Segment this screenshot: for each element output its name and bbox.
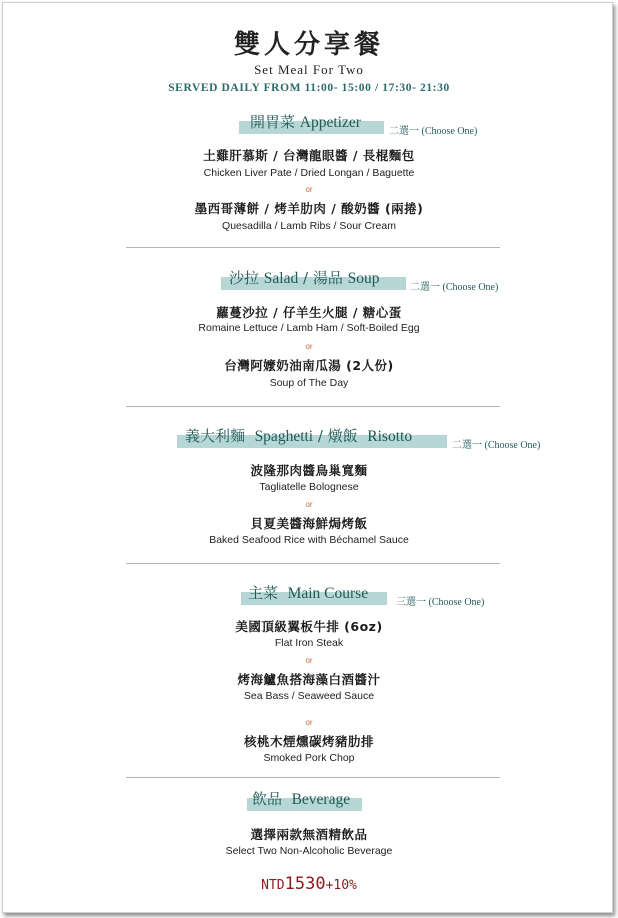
item-zh: 台灣阿嬤奶油南瓜湯 (2人份) bbox=[224, 358, 394, 373]
or-separator: or bbox=[305, 342, 313, 351]
choose-note: 三選一 (Choose One) bbox=[396, 597, 485, 608]
or-separator: or bbox=[305, 718, 313, 727]
section-heading: 沙拉 Salad / 湯品 Soup bbox=[229, 269, 380, 287]
section-divider bbox=[126, 777, 500, 778]
menu-subtitle: Set Meal For Two bbox=[254, 62, 364, 77]
section-divider bbox=[126, 247, 500, 248]
section-heading: 飲品 Beverage bbox=[252, 790, 351, 808]
item-zh: 波隆那肉醬鳥巢寬麵 bbox=[250, 463, 368, 478]
item-en: Flat Iron Steak bbox=[274, 637, 344, 649]
item-en: Baked Seafood Rice with Béchamel Sauce bbox=[209, 534, 409, 546]
item-zh: 貝夏美醬海鮮焗烤飯 bbox=[250, 516, 368, 531]
or-separator: or bbox=[305, 656, 313, 665]
choose-note: 二選一 (Choose One) bbox=[452, 440, 541, 451]
price bbox=[0, 874, 618, 894]
item-en: Smoked Pork Chop bbox=[263, 752, 355, 764]
service-charge: +10% bbox=[325, 878, 357, 893]
price-amount: 1530 bbox=[284, 874, 326, 894]
section-divider bbox=[126, 563, 500, 564]
price-currency: NTD bbox=[261, 878, 285, 893]
item-zh: 土雞肝慕斯 / 台灣龍眼醬 / 長棍麵包 bbox=[203, 148, 415, 163]
item-zh: 選擇兩款無酒精飲品 bbox=[250, 827, 368, 842]
item-zh: 核桃木煙燻碳烤豬肋排 bbox=[243, 734, 374, 749]
section-heading: 開胃菜 Appetizer bbox=[250, 113, 361, 131]
item-en: Romaine Lettuce / Lamb Ham / Soft-Boiled Egg bbox=[198, 322, 420, 334]
or-separator: or bbox=[305, 185, 313, 194]
item-en: Tagliatelle Bolognese bbox=[259, 481, 359, 493]
item-en: Chicken Liver Pate / Dried Longan / Baguette bbox=[203, 167, 415, 179]
item-zh: 墨西哥薄餅 / 烤羊肋肉 / 酸奶醬 (兩捲) bbox=[194, 201, 424, 216]
choose-note: 二選一 (Choose One) bbox=[410, 282, 499, 293]
section-divider bbox=[126, 406, 500, 407]
item-en: Soup of The Day bbox=[269, 377, 349, 389]
item-zh: 蘿蔓沙拉 / 仔羊生火腿 / 糖心蛋 bbox=[216, 305, 402, 320]
section-heading: 義大利麵 Spaghetti / 燉飯 Risotto bbox=[185, 427, 413, 445]
item-en: Sea Bass / Seaweed Sauce bbox=[243, 690, 375, 702]
item-en: Select Two Non-Alcoholic Beverage bbox=[225, 845, 393, 857]
serving-hours: SERVED DAILY FROM 11:00- 15:00 / 17:30- 21:30 bbox=[168, 82, 450, 94]
or-separator: or bbox=[305, 500, 313, 509]
section-heading: 主菜 Main Course bbox=[248, 584, 369, 602]
item-zh: 烤海鱸魚搭海藻白酒醬汁 bbox=[237, 672, 381, 687]
menu-title: 雙人分享餐 bbox=[233, 30, 384, 60]
item-en: Quesadilla / Lamb Ribs / Sour Cream bbox=[222, 220, 396, 232]
item-zh: 美國頂級翼板牛排 (6oz) bbox=[235, 619, 383, 634]
choose-note: 二選一 (Choose One) bbox=[389, 126, 478, 137]
